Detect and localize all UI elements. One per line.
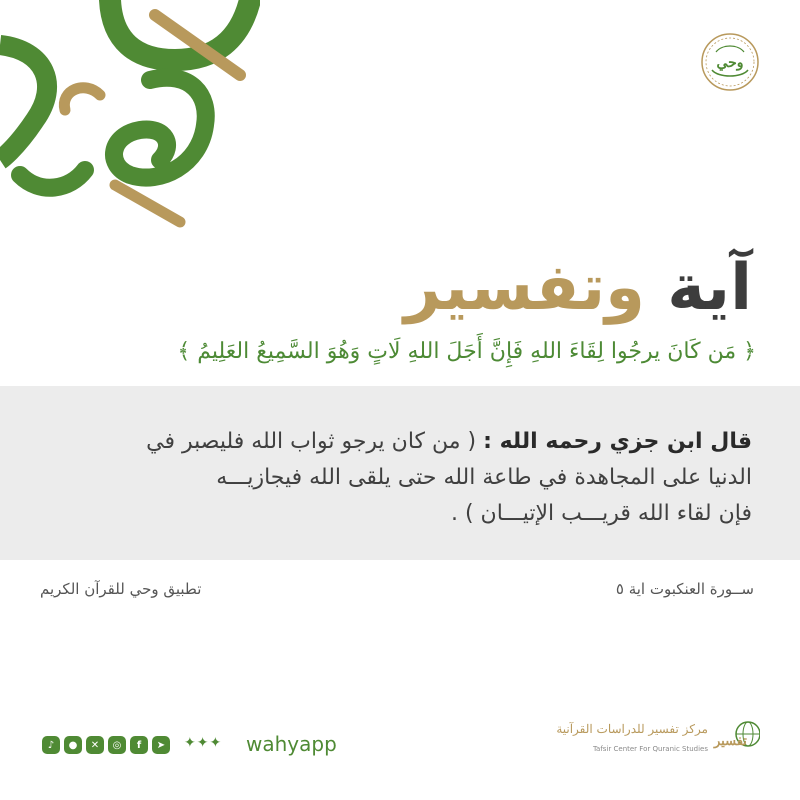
tafsir-line-3: فإن لقاء الله قريـــب الإتيـــان ) . bbox=[450, 501, 752, 526]
tafsir-text bbox=[42, 424, 752, 532]
facebook-icon[interactable]: f bbox=[130, 736, 148, 754]
telegram-icon[interactable]: ➤ bbox=[152, 736, 170, 754]
social-icons bbox=[42, 736, 170, 754]
center-logo-text: تفسير bbox=[714, 734, 747, 749]
arrows-decoration: ✦✦✦ bbox=[184, 735, 223, 751]
decorative-calligraphy bbox=[0, 0, 260, 240]
center-name-arabic: مركز تفسير للدراسات القرآنية bbox=[556, 722, 708, 736]
instagram-icon[interactable]: ◎ bbox=[108, 736, 126, 754]
title-word-tafsir: وتفسير bbox=[404, 251, 645, 325]
tafsir-author: قال ابن جزي رحمه الله : bbox=[483, 429, 752, 454]
wahy-logo bbox=[698, 30, 762, 94]
tafsir-line-1: قال ابن جزي رحمه الله : ( من كان يرجو ثواب الله فليصبر في bbox=[146, 429, 752, 454]
center-name-english: Tafsir Center For Quranic Studies bbox=[592, 745, 708, 753]
tiktok-icon[interactable]: ♪ bbox=[42, 736, 60, 754]
social-handle[interactable]: wahyapp bbox=[246, 732, 337, 756]
app-tagline: تطبيق وحي للقرآن الكريم bbox=[40, 580, 202, 598]
x-icon[interactable]: ✕ bbox=[86, 736, 104, 754]
snapchat-icon[interactable]: ● bbox=[64, 736, 82, 754]
logo-text: وحي bbox=[716, 55, 744, 71]
title-word-ayah: آية bbox=[667, 251, 752, 325]
page-title bbox=[404, 248, 752, 328]
tafsir-line-2: الدنيا على المجاهدة في طاعة الله حتى يلقى الله فيجازيـــه bbox=[216, 465, 752, 490]
surah-reference: ســورة العنكبوت اية ٥ bbox=[615, 580, 754, 598]
quran-verse: ﴿ مَن كَانَ يرجُوا لِقَاءَ اللهِ فَإِنَّ أَجَلَ اللهِ لَاتٍ وَهُوَ السَّمِيعُ العَلِيمُ ﴾ bbox=[177, 339, 756, 364]
